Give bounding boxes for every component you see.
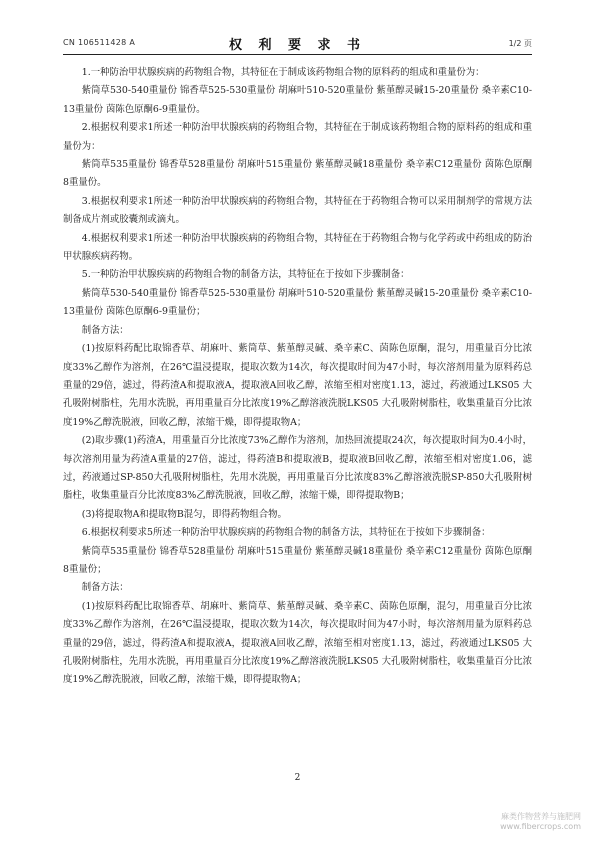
claim-1-formula: 紫筒草530-540重量份 锦香草525-530重量份 胡麻叶510-520重量份 紫堇醇灵碱15-20重量份 桑辛素C10-13重量份 茵陈色原酮6-9重量份。 — [63, 85, 532, 115]
document-title: 权 利 要 求 书 — [228, 38, 367, 53]
claims-body — [63, 64, 532, 690]
watermark — [500, 812, 581, 832]
claim-6-method-heading: 制备方法： — [81, 582, 129, 594]
page-header — [63, 34, 532, 52]
claim-1: 1.一种防治甲状腺疾病的药物组合物，其特征在于制成该药物组合物的原料药的组成和重量份为： — [81, 67, 485, 78]
claim-6: 6.根据权利要求5所述一种防治甲状腺疾病的药物组合物的制备方法，其特征在于按如下步骤制备： — [81, 527, 491, 539]
claim-4: 4.根据权利要求1所述一种防治甲状腺疾病的药物组合物，其特征在于药物组合物与化学药或中药组成的防治甲状腺疾病药物。 — [63, 232, 532, 263]
claim-5-method-heading: 制备方法： — [81, 324, 129, 336]
watermark-url: www.fibercrops.com — [500, 822, 581, 831]
claim-6-formula: 紫筒草535重量份 锦香草528重量份 胡麻叶515重量份 紫堇醇灵碱18重量份 桑辛素C12重量份 茵陈色原酮8重量份； — [63, 545, 532, 575]
claim-5-step-3: (3)将提取物A和提取物B混匀，即得药物组合物。 — [81, 508, 287, 520]
claim-5-step-2: (2)取步骤(1)药渣A，用重量百分比浓度73%乙醇作为溶剂，加热回流提取24次，每次提取时间为0.4小时，每次溶剂用量为药渣A重量的27倍，滤过，得药渣B和提取液B，提取液B回收乙醇，浓缩至相对密度1.06，滤过，药液通过SP-850大孔吸附树脂柱，先用水洗脱，再用重量百分比浓度83%乙醇溶液洗脱SP-850大孔吸附树脂柱，收集重量百分比浓度83%乙醇洗脱液，回收乙醇，浓缩干燥，即得提取物B； — [63, 435, 532, 502]
claim-2-formula: 紫筒草535重量份 锦香草528重量份 胡麻叶515重量份 紫堇醇灵碱18重量份 桑辛素C12重量份 茵陈色原酮8重量份。 — [63, 159, 532, 189]
publication-number: CN 106511428 A — [63, 38, 136, 47]
claim-3: 3.根据权利要求1所述一种防治甲状腺疾病的药物组合物，其特征在于药物组合物可以采用制剂学的常规方法制备成片剂或胶囊剂或滴丸。 — [63, 195, 532, 226]
page-number: 2 — [294, 773, 301, 783]
claim-5-formula: 紫筒草530-540重量份 锦香草525-530重量份 胡麻叶510-520重量份 紫堇醇灵碱15-20重量份 桑辛素C10-13重量份 茵陈色原酮6-9重量份； — [63, 287, 532, 318]
page-indicator: 1/2 页 — [508, 39, 532, 48]
claim-2: 2.根据权利要求1所述一种防治甲状腺疾病的药物组合物，其特征在于制成该药物组合物的原料药的组成和重量份为： — [63, 122, 532, 152]
claim-6-step-1: (1)按原料药配比取锦香草、胡麻叶、紫筒草、紫堇醇灵碱、桑辛素C、茵陈色原酮，混匀，用重量百分比浓度33%乙醇作为溶剂，在26℃温浸提取，提取次数为14次，每次提取时间为47小时，每次溶剂用量为原料药总重量的29倍，滤过，得药渣A和提取液A，提取液A回收乙醇，浓缩至相对密度1.13，滤过，药液通过LKS05 大孔吸附树脂柱，先用水洗脱，再用重量百分比浓度19%乙醇溶液洗脱LKS05 大孔吸附树脂柱，收集重量百分比浓度19%乙醇洗脱液，回收乙醇，浓缩干燥，即得提取物A； — [63, 600, 532, 686]
claim-5: 5.一种防治甲状腺疾病的药物组合物的制备方法，其特征在于按如下步骤制备： — [81, 269, 410, 281]
claim-5-step-1: (1)按原料药配比取锦香草、胡麻叶、紫筒草、紫堇醇灵碱、桑辛素C、茵陈色原酮，混匀，用重量百分比浓度33%乙醇作为溶剂，在26℃温浸提取，提取次数为14次，每次提取时间为47小时，每次溶剂用量为原料药总重量的29倍，滤过，得药渣A和提取液A，提取液A回收乙醇，浓缩至相对密度1.13，滤过，药液通过LKS05 大孔吸附树脂柱，先用水洗脱，再用重量百分比浓度19%乙醇溶液洗脱LKS05 大孔吸附树脂柱，收集重量百分比浓度19%乙醇洗脱液，回收乙醇，浓缩干燥，即得提取物A； — [63, 343, 532, 428]
watermark-site-name: 麻类作物营养与施肥网 — [501, 812, 581, 821]
header-rule — [63, 54, 532, 55]
